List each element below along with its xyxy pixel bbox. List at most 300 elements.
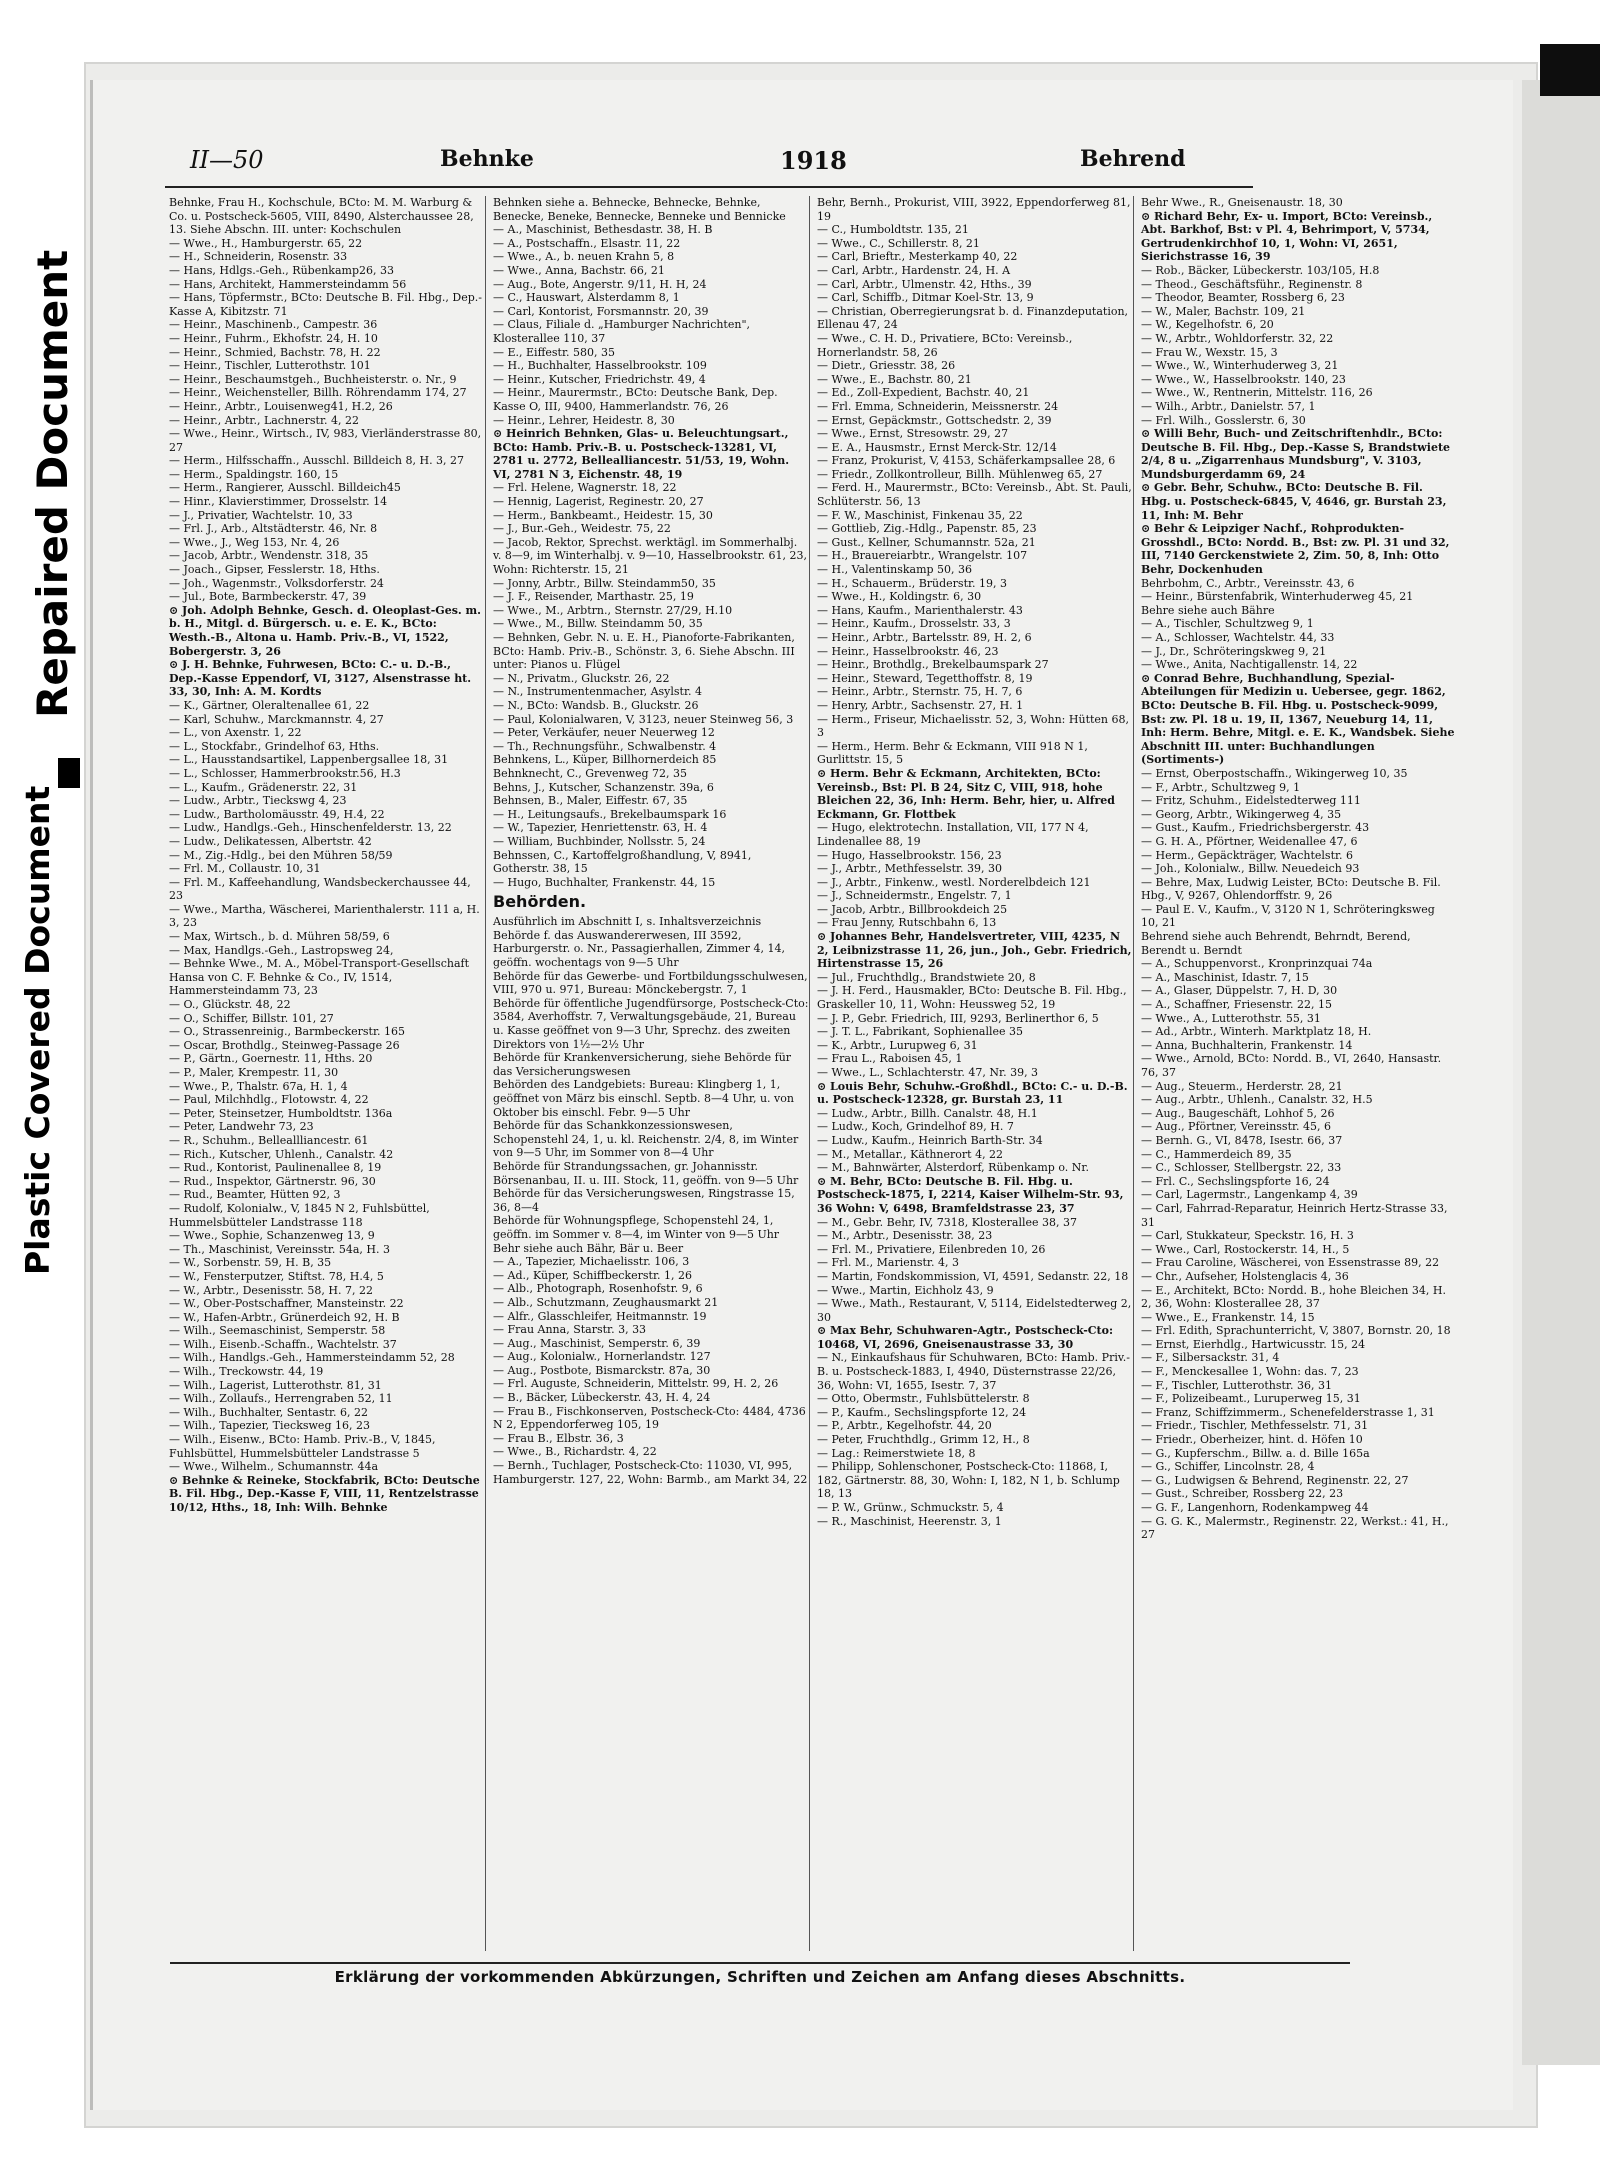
directory-entry: — Behnke Wwe., M. A., Möbel-Transport-Gesellschaft Hansa von C. F. Behnke & Co., IV, 1514, Hammersteindamm 73, 23	[169, 957, 469, 998]
directory-entry: — Alb., Photograph, Rosenhofstr. 9, 6	[493, 1282, 703, 1296]
directory-entry: — Wwe., E., Frankenstr. 14, 15	[1141, 1310, 1315, 1324]
directory-entry: — Claus, Filiale d. „Hamburger Nachrichten", Klosterallee 110, 37	[493, 318, 751, 345]
directory-entry: — Joh., Wagenmstr., Volksdorferstr. 24	[169, 576, 384, 590]
directory-entry: — Wwe., W., Winterhuderweg 3, 21	[1141, 359, 1339, 373]
directory-entry: — O., Strassenreinig., Barmbeckerstr. 165	[169, 1025, 406, 1039]
directory-entry: Behnkens, L., Küper, Billhornerdeich 85	[493, 753, 717, 767]
directory-entry: — Heinr., Arbtr., Louisenweg41, H.2, 26	[169, 399, 393, 413]
directory-entry: — Aug., Steuerm., Herderstr. 28, 21	[1141, 1079, 1343, 1093]
directory-entry: — Aug., Kolonialw., Hornerlandstr. 127	[493, 1350, 711, 1364]
directory-entry: — Heinr., Lehrer, Heidestr. 8, 30	[493, 413, 675, 427]
directory-entry: — Philipp, Sohlenschoner, Postscheck-Cto: 11868, I, 182, Gärtnerstr. 88, 30, Wohn: I, 182, N 1, b. Schlump 18, 13	[817, 1460, 1120, 1501]
directory-entry: — Gottlieb, Zig.-Hdlg., Papenstr. 85, 23	[817, 522, 1037, 536]
directory-entry: — Rud., Kontorist, Paulinenallee 8, 19	[169, 1161, 382, 1175]
directory-entry: — Hennig, Lagerist, Reginestr. 20, 27	[493, 495, 704, 509]
directory-entry: — Carl, Lagermstr., Langenkamp 4, 39	[1141, 1188, 1358, 1202]
directory-entry: — A., Maschinist, Idastr. 7, 15	[1141, 970, 1309, 984]
abbreviations-note: Erklärung der vorkommenden Abkürzungen, Schriften und Zeichen am Anfang dieses Abschnitts.	[334, 1968, 1186, 1986]
directory-entry: — E., Eiffestr. 580, 35	[493, 345, 615, 359]
directory-entry: — M., Zig.-Hdlg., bei den Mühren 58/59	[169, 848, 393, 862]
directory-entry: — Ernst, Eierhdlg., Hartwicusstr. 15, 24	[1141, 1337, 1366, 1351]
directory-entry: ⊙ Behnke & Reineke, Stockfabrik, BCto: Deutsche B. Fil. Hbg., Dep.-Kasse F, VIII, 11, Rentzelstrasse 10/12, Hths., 18, Inh: Wilh. Behnke	[169, 1473, 480, 1514]
directory-entry: — B., Bäcker, Lübeckerstr. 43, H. 4, 24	[493, 1391, 711, 1405]
directory-entry: — Frau Jenny, Rutschbahn 6, 13	[817, 916, 997, 930]
directory-entry: — J., Dr., Schröteringskweg 9, 21	[1141, 644, 1327, 658]
directory-entry: — Ludw., Delikatessen, Albertstr. 42	[169, 834, 372, 848]
directory-entry: — Heinr., Kaufm., Drosselstr. 33, 3	[817, 617, 1011, 631]
directory-entry: — F., Tischler, Lutterothstr. 36, 31	[1141, 1378, 1332, 1392]
directory-entry: — Carl, Stukkateur, Speckstr. 16, H. 3	[1141, 1229, 1354, 1243]
directory-entry: — Wilh., Seemaschinist, Semperstr. 58	[169, 1324, 386, 1338]
directory-entry: — Rud., Beamter, Hütten 92, 3	[169, 1188, 341, 1202]
directory-entry: — Wilh., Handlgs.-Geh., Hammersteindamm 52, 28	[169, 1351, 455, 1365]
directory-entry: — Wilh., Arbtr., Danielstr. 57, 1	[1141, 399, 1316, 413]
directory-entry: — Wwe., J., Weg 153, Nr. 4, 26	[169, 535, 340, 549]
directory-entry: — Wwe., Ernst, Stresowstr. 29, 27	[817, 427, 1009, 441]
directory-entry: — N., Instrumentenmacher, Asylstr. 4	[493, 685, 702, 699]
directory-entry: — N., BCto: Wandsb. B., Gluckstr. 26	[493, 698, 699, 712]
directory-entry: — A., Schlosser, Wachtelstr. 44, 33	[1141, 631, 1335, 644]
directory-entry: — Herm., Rangierer, Ausschl. Billdeich45	[169, 481, 401, 495]
directory-entry: Behörde für Wohnungspflege, Schopenstehl 24, 1, geöffn. im Sommer v. 8—4, im Winter von 9—5 Uhr	[493, 1214, 780, 1241]
directory-entry: — L., Stockfabr., Grindelhof 63, Hths.	[169, 739, 380, 753]
directory-entry: — H., Schauerm., Brüderstr. 19, 3	[817, 576, 1008, 590]
directory-entry: — N., Einkaufshaus für Schuhwaren, BCto: Hamb. Priv.-B. u. Postscheck-1883, I, 4940, Düsternstrasse 22/26, 36, Wohn: VI, 1655, Isestr. 7, 37	[817, 1351, 1130, 1392]
column-2	[489, 196, 813, 1951]
directory-entry: — M., Gebr. Behr, IV, 7318, Klosterallee 38, 37	[817, 1215, 1077, 1229]
directory-entry: — P., Maler, Krempestr. 11, 30	[169, 1066, 339, 1079]
directory-columns	[165, 196, 1455, 1951]
directory-entry: — Wwe., M., Billw. Steindamm 50, 35	[493, 617, 703, 631]
directory-entry: — A., Tischler, Schultzweg 9, 1	[1141, 617, 1314, 631]
directory-entry: — M., Bahnwärter, Alsterdorf, Rübenkamp o. Nr.	[817, 1161, 1089, 1175]
scan-corner-mark	[1540, 44, 1600, 96]
directory-entry: — L., Hausstandsartikel, Lappenbergsallee 18, 31	[169, 753, 449, 767]
directory-entry: — Th., Maschinist, Vereinsstr. 54a, H. 3	[169, 1242, 390, 1256]
directory-entry: — Wwe., Math., Restaurant, V, 5114, Eidelstedterweg 2, 30	[817, 1297, 1132, 1324]
directory-entry: — Herm., Gepäckträger, Wachtelstr. 6	[1141, 848, 1354, 862]
directory-entry: — Wilh., Lagerist, Lutterothstr. 81, 31	[169, 1378, 382, 1392]
directory-entry: — Hans, Hdlgs.-Geh., Rübenkamp26, 33	[169, 263, 394, 277]
directory-entry: — Frl. Helene, Wagnerstr. 18, 22	[493, 481, 677, 495]
directory-entry: — Lag.: Reimerstwiete 18, 8	[817, 1446, 976, 1460]
directory-entry: — Frau W., Wexstr. 15, 3	[1141, 345, 1278, 359]
directory-entry: — A., Postschaffn., Elsastr. 11, 22	[493, 236, 681, 250]
directory-entry: — C., Hammerdeich 89, 35	[1141, 1147, 1292, 1161]
directory-entry: — E., Architekt, BCto: Nordd. B., hohe Bleichen 34, H. 2, 36, Wohn: Klosterallee 28, 37	[1141, 1283, 1446, 1311]
directory-entry: — Friedr., Oberheizer, hint. d. Höfen 10	[1141, 1433, 1363, 1447]
directory-entry: — G., Kupferschm., Billw. a. d. Bille 165a	[1141, 1446, 1370, 1460]
directory-entry: — Theodor, Beamter, Rossberg 6, 23	[1141, 291, 1345, 305]
directory-entry: — Hans, Architekt, Hammersteindamm 56	[169, 277, 407, 291]
directory-entry: — Paul, Kolonialwaren, V, 3123, neuer Steinweg 56, 3	[493, 712, 794, 726]
directory-entry: — Ludw., Arbtr., Tieckswg 4, 23	[169, 794, 347, 808]
directory-entry: — K., Gärtner, Oleraltenallee 61, 22	[169, 698, 370, 712]
directory-entry: ⊙ J. H. Behnke, Fuhrwesen, BCto: C.- u. D.-B., Dep.-Kasse Eppendorf, VI, 3127, Alsenstrasse ht. 33, 30, Inh: A. M. Kordts	[169, 658, 472, 699]
directory-entry: — Carl, Fahrrad-Reparatur, Heinrich Hertz-Strasse 33, 31	[1141, 1201, 1448, 1229]
directory-entry: — Wwe., Arnold, BCto: Nordd. B., VI, 2640, Hansastr. 76, 37	[1141, 1052, 1442, 1079]
directory-entry: — Frl. Emma, Schneiderin, Meissnerstr. 24	[817, 399, 1059, 413]
directory-entry: — A., Glaser, Düppelstr. 7, H. D, 30	[1141, 984, 1338, 998]
column-rule	[809, 196, 810, 1951]
directory-entry: — Wwe., Heinr., Wirtsch., IV, 983, Vierländerstrasse 80, 27	[169, 427, 482, 454]
directory-entry: — Heinr., Fuhrm., Ekhofstr. 24, H. 10	[169, 331, 378, 345]
directory-entry: — Heinr., Brothdlg., Brekelbaumspark 27	[817, 658, 1049, 672]
directory-entry: ⊙ Joh. Adolph Behnke, Gesch. d. Oleoplast-Ges. m. b. H., Mitgl. d. Bürgersch. u. e. E. K., BCto: Westh.-B., Altona u. Hamb. Priv.-B., VI, 1522, Bobergerstr. 3, 26	[169, 603, 482, 658]
directory-entry: ⊙ Behr & Leipziger Nachf., Rohprodukten-Grosshdl., BCto: Nordd. B., Bst: zw. Pl. 31 und 32, III, 7140 Gerckenstwiete 2, Zim. 50, 8, Inh: Otto Behr, Dockenhuden	[1141, 522, 1450, 577]
directory-entry: — Frl. M., Marienstr. 4, 3	[817, 1256, 959, 1270]
directory-entry: — Dietr., Griesstr. 38, 26	[817, 359, 956, 373]
directory-entry: — Wwe., Wilhelm., Schumannstr. 44a	[169, 1460, 379, 1474]
directory-entry: — Aug., Baugeschäft, Lohhof 5, 26	[1141, 1106, 1335, 1120]
directory-entry: — Wwe., A., b. neuen Krahn 5, 8	[493, 250, 675, 264]
directory-entry: — Ludw., Koch, Grindelhof 89, H. 7	[817, 1120, 1014, 1134]
directory-entry: — Wilh., Treckowstr. 44, 19	[169, 1365, 324, 1379]
directory-entry: — Ferd. H., Maurermstr., BCto: Vereinsb., Abt. St. Pauli, Schlüterstr. 56, 13	[817, 481, 1132, 509]
directory-entry: — W., Tapezier, Henriettenstr. 63, H. 4	[493, 821, 708, 835]
header-rule	[165, 186, 1253, 188]
directory-entry: — Frl. M., Kaffeehandlung, Wandsbeckerchaussee 44, 23	[169, 875, 471, 903]
directory-entry: — P., Kaufm., Sechslingspforte 12, 24	[817, 1405, 1027, 1419]
directory-entry: — H., Brauereiarbtr., Wrangelstr. 107	[817, 549, 1028, 563]
directory-entry: Behnsen, B., Maler, Eiffestr. 67, 35	[493, 794, 688, 808]
directory-entry: — G. G. K., Malermstr., Reginenstr. 22, Werkst.: 41, H., 27	[1141, 1514, 1449, 1542]
directory-entry: — Paul, Milchhdlg., Flotowstr. 4, 22	[169, 1093, 369, 1107]
directory-entry: Behnke, Frau H., Kochschule, BCto: M. M. Warburg & Co. u. Postscheck-5605, VIII, 8490, Alsterchaussee 28, 13. Siehe Abschn. III. unter: Kochschulen	[169, 196, 474, 237]
directory-entry: — Wwe., Carl, Rostockerstr. 14, H., 5	[1141, 1242, 1350, 1256]
directory-entry: — W., Arbtr., Desenisstr. 58, H. 7, 22	[169, 1283, 373, 1297]
directory-entry: — Wilh., Eisenw., BCto: Hamb. Priv.-B., V, 1845, Fuhlsbüttel, Hummelsbütteler Landstrasse 5	[169, 1433, 436, 1460]
directory-entry: — H., Valentinskamp 50, 36	[817, 563, 973, 577]
directory-entry: ⊙ Willi Behr, Buch- und Zeitschriftenhdlr., BCto: Deutsche B. Fil. Hbg., Dep.-Kasse S, Brandstwiete 2/4, 8 u. „Zigarrenhaus Mundsburg", V. 3103, Mundsburgerdamm 69, 24	[1141, 427, 1451, 481]
directory-entry: — Heinr., Hasselbrookstr. 46, 23	[817, 644, 999, 658]
directory-entry: — Wwe., L., Schlachterstr. 47, Nr. 39, 3	[817, 1066, 1039, 1079]
directory-entry: — Hugo, Buchhalter, Frankenstr. 44, 15	[493, 875, 716, 889]
directory-entry: — Wwe., Martha, Wäscherei, Marienthalerstr. 111 a, H. 3, 23	[169, 902, 480, 930]
directory-entry: — P., Gärtn., Goernestr. 11, Hths. 20	[169, 1052, 373, 1066]
directory-entry: Ausführlich im Abschnitt I, s. Inhaltsverzeichnis	[493, 915, 762, 929]
adjacent-page-edge	[1522, 80, 1600, 2065]
directory-entry: — Behre, Max, Ludwig Leister, BCto: Deutsche B. Fil. Hbg., V, 9267, Ohlendorffstr. 9, 26	[1141, 875, 1441, 903]
directory-entry: — Max, Wirtsch., b. d. Mühren 58/59, 6	[169, 930, 390, 944]
directory-entry: — Wwe., Anna, Bachstr. 66, 21	[493, 263, 665, 277]
directory-entry: — F., Polizeibeamt., Luruperweg 15, 31	[1141, 1392, 1361, 1406]
directory-entry: — Herm., Bankbeamt., Heidestr. 15, 30	[493, 508, 713, 522]
directory-entry: Behörde für das Versicherungswesen, Ringstrasse 15, 36, 8—4	[493, 1187, 795, 1214]
right-guide-word: Behrend	[1080, 146, 1186, 172]
directory-entry: — Wwe., W., Hasselbrookstr. 140, 23	[1141, 372, 1346, 386]
directory-entry: — J. F., Reisender, Marthastr. 25, 19	[493, 590, 694, 604]
edition-year: 1918	[780, 146, 847, 175]
directory-entry: — Ernst, Oberpostschaffn., Wikingerweg 10, 35	[1141, 766, 1408, 780]
directory-entry: — Wwe., Anita, Nachtigallenstr. 14, 22	[1141, 658, 1358, 672]
directory-entry: — Ludw., Arbtr., Billh. Canalstr. 48, H.1	[817, 1106, 1038, 1120]
directory-entry: — Wwe., Sophie, Schanzenweg 13, 9	[169, 1229, 375, 1243]
directory-entry: — C., Humboldtstr. 135, 21	[817, 223, 969, 237]
directory-entry: Behörden des Landgebiets: Bureau: Klingberg 1, 1, geöffnet von März bis einschl. Septb. 8—4 Uhr, u. von Oktober bis einschl. Febr. 9—5 Uhr	[493, 1078, 794, 1119]
directory-entry: — Wilh., Buchhalter, Sentastr. 6, 22	[169, 1405, 368, 1419]
directory-entry: — Hans, Kaufm., Marienthalerstr. 43	[817, 603, 1023, 617]
directory-entry: — K., Arbtr., Lurupweg 6, 31	[817, 1038, 978, 1052]
directory-entry: — J. H. Ferd., Hausmakler, BCto: Deutsche B. Fil. Hbg., Graskeller 10, 11, Wohn: Heussweg 52, 19	[817, 984, 1127, 1012]
directory-entry: — O., Glückstr. 48, 22	[169, 998, 291, 1012]
directory-entry: — Bernh. G., VI, 8478, Isestr. 66, 37	[1141, 1133, 1343, 1147]
directory-entry: — Aug., Arbtr., Uhlenh., Canalstr. 32, H.5	[1141, 1093, 1373, 1107]
directory-entry: — F., Silbersackstr. 31, 4	[1141, 1351, 1280, 1365]
column-rule	[485, 196, 486, 1951]
directory-entry: — Ernst, Gepäckmstr., Gottschedstr. 2, 39	[817, 413, 1052, 427]
directory-entry: — Peter, Steinsetzer, Humboldtstr. 136a	[169, 1106, 393, 1120]
directory-entry: — J. T. L., Fabrikant, Sophienallee 35	[817, 1025, 1024, 1039]
directory-entry: — Wwe., B., Richardstr. 4, 22	[493, 1445, 657, 1459]
directory-entry: ⊙ Heinrich Behnken, Glas- u. Beleuchtungsart., BCto: Hamb. Priv.-B. u. Postscheck-13281, VI, 2781 u. 2772, Bellealliancestr. 51/53, 19, Wohn. VI, 2781 N 3, Eichenstr. 48, 19	[493, 427, 790, 481]
directory-entry: — Georg, Arbtr., Wikingerweg 4, 35	[1141, 807, 1342, 821]
directory-entry: — W., Arbtr., Wohldorferstr. 32, 22	[1141, 331, 1334, 345]
directory-entry: — Frl. J., Arb., Altstädterstr. 46, Nr. 8	[169, 522, 378, 536]
directory-entry: — Ludw., Kaufm., Heinrich Barth-Str. 34	[817, 1133, 1043, 1147]
directory-entry: — Th., Rechnungsführ., Schwalbenstr. 4	[493, 739, 717, 753]
footer-rule	[170, 1962, 1350, 1964]
directory-entry: — Franz, Schiffzimmerm., Schenefelderstrasse 1, 31	[1141, 1405, 1435, 1419]
directory-entry: — A., Schuppenvorst., Kronprinzquai 74a	[1141, 957, 1373, 971]
directory-entry: — Jul., Bote, Barmbeckerstr. 47, 39	[169, 590, 367, 604]
directory-entry: — Max, Handlgs.-Geh., Lastropsweg 24,	[169, 943, 394, 957]
directory-entry: — Frl. M., Privatiere, Eilenbreden 10, 26	[817, 1242, 1046, 1256]
column-rule	[1133, 196, 1134, 1951]
directory-entry: — Wwe., E., Bachstr. 80, 21	[817, 372, 972, 386]
directory-entry: — P. W., Grünw., Schmuckstr. 5, 4	[817, 1501, 1004, 1514]
directory-entry: — Frau B., Fischkonserven, Postscheck-Cto: 4484, 4736 N 2, Eppendorferweg 105, 19	[493, 1404, 806, 1432]
directory-entry: — Aug., Bote, Angerstr. 9/11, H. H, 24	[493, 277, 707, 291]
directory-entry: — W., Maler, Bachstr. 109, 21	[1141, 304, 1306, 318]
directory-entry: ⊙ Louis Behr, Schuhw.-Großhdl., BCto: C.- u. D.-B. u. Postscheck-12328, gr. Burstah 23, 11	[817, 1079, 1128, 1107]
directory-entry: — M., Arbtr., Desenisstr. 38, 23	[817, 1229, 993, 1243]
directory-entry: — Ludw., Handlgs.-Geh., Hinschenfelderstr. 13, 22	[169, 821, 452, 835]
directory-entry: — P., Arbtr., Kegelhofstr. 44, 20	[817, 1419, 992, 1433]
directory-entry: — Frl. M., Collaustr. 10, 31	[169, 862, 321, 876]
directory-entry: — R., Schuhm., Belleallliancestr. 61	[169, 1133, 369, 1147]
column-3	[813, 196, 1137, 1951]
directory-entry: Behns, J., Kutscher, Schanzenstr. 39a, 6	[493, 780, 714, 794]
directory-entry: — J., Arbtr., Finkenw., westl. Norderelbdeich 121	[817, 875, 1091, 889]
directory-entry: — Hans, Töpfermstr., BCto: Deutsche B. Fil. Hbg., Dep.-Kasse A, Kibitzstr. 71	[169, 291, 482, 318]
directory-entry: — Frl. Wilh., Gosslerstr. 6, 30	[1141, 413, 1306, 427]
directory-entry: — Heinr., Arbtr., Sternstr. 75, H. 7, 6	[817, 685, 1023, 699]
directory-entry: — Heinr., Beschaumstgeh., Buchheisterstr. o. Nr., 9	[169, 372, 457, 386]
directory-entry: — Peter, Landwehr 73, 23	[169, 1120, 314, 1134]
page-number: II—50	[190, 146, 264, 174]
directory-entry: — Heinr., Arbtr., Bartelsstr. 89, H. 2, 6	[817, 631, 1032, 644]
directory-entry: — Hinr., Klavierstimmer, Drosselstr. 14	[169, 495, 388, 509]
directory-entry: — J., Privatier, Wachtelstr. 10, 33	[169, 508, 353, 522]
directory-entry: — Heinr., Tischler, Lutterothstr. 101	[169, 359, 371, 373]
directory-entry: Behr Wwe., R., Gneisenaustr. 18, 30	[1141, 196, 1343, 209]
directory-entry: — Jacob, Arbtr., Wendenstr. 318, 35	[169, 549, 369, 563]
directory-entry: — Alfr., Glasschleifer, Heitmannstr. 19	[493, 1309, 707, 1323]
directory-entry: — Joach., Gipser, Fesslerstr. 18, Hths.	[169, 563, 380, 577]
directory-entry: — Anna, Buchhalterin, Frankenstr. 14	[1141, 1038, 1353, 1052]
directory-entry: — Friedr., Zollkontrolleur, Billh. Mühlenweg 65, 27	[817, 467, 1103, 481]
directory-entry: — Rob., Bäcker, Lübeckerstr. 103/105, H.8	[1141, 263, 1380, 277]
directory-entry: — W., Fensterputzer, Stiftst. 78, H.4, 5	[169, 1269, 384, 1283]
directory-entry: — Ludw., Bartholomäusstr. 49, H.4, 22	[169, 807, 385, 821]
directory-entry: — W., Hafen-Arbtr., Grünerdeich 92, H. B	[169, 1310, 400, 1324]
directory-entry: — Behnken, Gebr. N. u. E. H., Pianoforte-Fabrikanten, BCto: Hamb. Priv.-B., Schönstr. 3, 6. Siehe Abschn. III unter: Pianos u. Flügel	[493, 631, 795, 672]
directory-entry: ⊙ Herm. Behr & Eckmann, Architekten, BCto: Vereinsb., Bst: Pl. B 24, Sitz C, VIII, 918, hohe Bleichen 22, 36, Inh: Herm. Behr, hier, u. Alfred Eckmann, Gr. Flottbek	[817, 766, 1115, 821]
directory-entry: — L., Kaufm., Grädenerstr. 22, 31	[169, 780, 358, 794]
directory-entry: — H., Schneiderin, Rosenstr. 33	[169, 250, 348, 264]
directory-entry: — J., Bur.-Geh., Weidestr. 75, 22	[493, 522, 671, 536]
directory-entry: Behörde für das Schankkonzessionswesen, Schopenstehl 24, 1, u. kl. Reichenstr. 2/4, 8, im Winter von 9—5 Uhr, im Sommer von 8—4 Uhr	[493, 1119, 799, 1160]
directory-entry: — L., von Axenstr. 1, 22	[169, 726, 302, 740]
directory-entry: Behörde für Strandungssachen, gr. Johannisstr. Börsenanbau, II. u. III. Stock, 11, geöffn. von 9—5 Uhr	[493, 1159, 799, 1187]
directory-entry: — Wwe., A., Lutterothstr. 55, 31	[1141, 1011, 1321, 1025]
directory-entry: ⊙ M. Behr, BCto: Deutsche B. Fil. Hbg. u. Postscheck-1875, I, 2214, Kaiser Wilhelm-Str. 93, 36 Wohn: V, 6498, Bramfeldstrasse 23, 37	[817, 1174, 1124, 1215]
directory-entry: — Fritz, Schuhm., Eidelstedterweg 111	[1141, 794, 1361, 808]
directory-entry: — J. P., Gebr. Friedrich, III, 9293, Berlinerthor 6, 5	[817, 1011, 1099, 1025]
directory-entry: — Herm., Friseur, Michaelisstr. 52, 3, Wohn: Hütten 68, 3	[817, 712, 1129, 740]
directory-entry: — Otto, Obermstr., Fuhlsbüttelerstr. 8	[817, 1392, 1030, 1406]
directory-entry: — R., Maschinist, Heerenstr. 3, 1	[817, 1514, 1002, 1528]
directory-entry: — Carl, Kontorist, Forsmannstr. 20, 39	[493, 304, 709, 318]
directory-entry: — William, Buchbinder, Nollsstr. 5, 24	[493, 834, 706, 848]
directory-entry: — Wwe., H., Hamburgerstr. 65, 22	[169, 236, 363, 250]
directory-entry: — Heinr., Bürstenfabrik, Winterhuderweg 45, 21	[1141, 590, 1414, 604]
directory-entry: — G., Schiffer, Lincolnstr. 28, 4	[1141, 1460, 1315, 1474]
directory-entry: — F., Menckesallee 1, Wohn: das. 7, 23	[1141, 1365, 1359, 1379]
directory-entry: — Jonny, Arbtr., Billw. Steindamm50, 35	[493, 576, 716, 590]
directory-entry: — Carl, Arbtr., Ulmenstr. 42, Hths., 39	[817, 277, 1032, 291]
directory-entry: — Hugo, Hasselbrookstr. 156, 23	[817, 848, 1002, 862]
directory-entry: — Wilh., Eisenb.-Schaffn., Wachtelstr. 37	[169, 1337, 397, 1351]
directory-entry: — Franz, Prokurist, V, 4153, Schäferkampsallee 28, 6	[817, 454, 1116, 468]
directory-entry: Behörde f. das Auswandererwesen, III 3592, Harburgerstr. o. Nr., Passagierhallen, Zimmer 4, 14, geöffn. wochentags von 9—5 Uhr	[493, 928, 785, 970]
directory-entry: — Bernh., Tuchlager, Postscheck-Cto: 11030, VI, 995, Hamburgerstr. 127, 22, Wohn: Barmb., am Markt 34, 22	[493, 1459, 808, 1486]
directory-entry: — Gust., Schreiber, Rossberg 22, 23	[1141, 1487, 1344, 1501]
directory-entry: — Wwe., M., Arbtrn., Sternstr. 27/29, H.10	[493, 603, 733, 617]
directory-entry: — Wwe., C., Schillerstr. 8, 21	[817, 236, 980, 250]
directory-entry: — Aug., Pförtner, Vereinsstr. 45, 6	[1141, 1120, 1332, 1134]
directory-entry: — Peter, Verkäufer, neuer Neuerweg 12	[493, 726, 715, 740]
repaired-document-stamp: Repaired Document	[28, 249, 77, 718]
directory-entry: — Jacob, Rektor, Sprechst. werktägl. im Sommerhalbj. v. 8—9, im Winterhalbj. v. 9—10, Hasselbrookstr. 61, 23, Wohn: Richterstr. 15, 21	[493, 535, 808, 577]
directory-entry: — Joh., Kolonialw., Billw. Neuedeich 93	[1141, 862, 1360, 876]
directory-entry: — F. W., Maschinist, Finkenau 35, 22	[817, 508, 1023, 522]
directory-entry: ⊙ Gebr. Behr, Schuhw., BCto: Deutsche B. Fil. Hbg. u. Postscheck-6845, V, 4646, gr. Burstah 23, 11, Inh: M. Behr	[1141, 481, 1447, 522]
directory-entry: — J., Schneidermstr., Engelstr. 7, 1	[817, 889, 1012, 903]
column-4	[1137, 196, 1459, 1951]
directory-entry: — Wwe., Martin, Eichholz 43, 9	[817, 1283, 994, 1297]
directory-entry: Behr siehe auch Bähr, Bär u. Beer	[493, 1241, 684, 1255]
directory-entry: — Heinr., Maurermstr., BCto: Deutsche Bank, Dep. Kasse O, III, 9400, Hammerlandstr. 76, 26	[493, 386, 778, 413]
directory-entry: — Frl. Edith, Sprachunterricht, V, 3807, Bornstr. 20, 18	[1141, 1324, 1451, 1338]
directory-entry: Behrbohm, C., Arbtr., Vereinsstr. 43, 6	[1141, 576, 1355, 590]
directory-entry: Behnken siehe a. Behnecke, Behnecke, Behnke, Benecke, Beneke, Bennecke, Benneke und Bennicke	[493, 196, 786, 223]
column-1	[165, 196, 489, 1951]
directory-entry: — G., Ludwigsen & Behrend, Reginenstr. 22, 27	[1141, 1473, 1409, 1487]
directory-entry: — Heinr., Schmied, Bachstr. 78, H. 22	[169, 345, 381, 359]
directory-entry: — W., Sorbenstr. 59, H. B, 35	[169, 1256, 332, 1270]
directory-entry: Behrend siehe auch Behrendt, Behrndt, Berend, Berendt u. Berndt	[1141, 930, 1411, 957]
directory-entry: — Wilh., Zollaufs., Herrengraben 52, 11	[169, 1392, 393, 1406]
directory-entry: ⊙ Max Behr, Schuhwaren-Agtr., Postscheck-Cto: 10468, VI, 2696, Gneisenaustrasse 33, 30	[817, 1324, 1114, 1351]
directory-entry: — Heinr., Maschinenb., Campestr. 36	[169, 318, 378, 332]
directory-entry: — Frl. C., Sechslingspforte 16, 24	[1141, 1174, 1330, 1188]
directory-entry: — Jul., Fruchthdlg., Brandstwiete 20, 8	[817, 970, 1036, 984]
directory-entry: — Herm., Spaldingstr. 160, 15	[169, 467, 339, 481]
directory-entry: — G. F., Langenhorn, Rodenkampweg 44	[1141, 1501, 1369, 1514]
directory-entry: — L., Schlosser, Hammerbrookstr.56, H.3	[169, 766, 401, 780]
directory-entry: — Aug., Postbote, Bismarckstr. 87a, 30	[493, 1363, 711, 1377]
directory-entry: — Gust., Kellner, Schumannstr. 52a, 21	[817, 535, 1036, 549]
directory-entry: ⊙ Johannes Behr, Handelsvertreter, VIII, 4235, N 2, Leibnizstrasse 11, 26, jun., Joh., Gebr. Friedrich, Hirtenstrasse 15, 26	[817, 930, 1132, 971]
directory-entry: — G. H. A., Pförtner, Weidenallee 47, 6	[1141, 834, 1358, 848]
directory-entry: — Wwe., P., Thalstr. 67a, H. 1, 4	[169, 1079, 348, 1093]
directory-entry: — Carl, Brieftr., Mesterkamp 40, 22	[817, 250, 1018, 264]
directory-entry: — Theod., Geschäftsführ., Reginenstr. 8	[1141, 277, 1363, 291]
directory-entry: — Ad., Arbtr., Winterh. Marktplatz 18, H.	[1141, 1025, 1372, 1039]
directory-entry: — A., Maschinist, Bethesdastr. 38, H. B	[493, 223, 713, 237]
directory-entry: — Karl, Schuhw., Marckmannstr. 4, 27	[169, 712, 384, 726]
directory-entry: — Rud., Inspektor, Gärtnerstr. 96, 30	[169, 1174, 376, 1188]
directory-entry: — F., Arbtr., Schultzweg 9, 1	[1141, 780, 1301, 794]
directory-entry: — Wwe., W., Rentnerin, Mittelstr. 116, 26	[1141, 386, 1373, 400]
directory-entry: — Frl. Auguste, Schneiderin, Mittelstr. 99, H. 2, 26	[493, 1377, 779, 1391]
directory-entry: — Wilh., Tapezier, Tiecksweg 16, 23	[169, 1419, 370, 1433]
directory-entry: — N., Privatm., Gluckstr. 26, 22	[493, 671, 670, 685]
directory-entry: — Oscar, Brothdlg., Steinweg-Passage 26	[169, 1038, 400, 1052]
directory-entry: — M., Metallar., Käthnerort 4, 22	[817, 1147, 1004, 1161]
directory-entry: — Wwe., C. H. D., Privatiere, BCto: Vereinsb., Hornerlandstr. 58, 26	[817, 331, 1073, 359]
directory-entry: — Paul E. V., Kaufm., V, 3120 N 1, Schröteringksweg 10, 21	[1141, 902, 1435, 930]
plastic-covered-stamp: Plastic Covered Document	[18, 785, 57, 1275]
directory-entry: Behnknecht, C., Grevenweg 72, 35	[493, 766, 688, 780]
directory-entry: — Martin, Fondskommission, VI, 4591, Sedanstr. 22, 18	[817, 1269, 1129, 1283]
left-guide-word: Behnke	[440, 146, 534, 172]
directory-entry: — Frau Caroline, Wäscherei, von Essenstrasse 89, 22	[1141, 1256, 1440, 1270]
directory-entry: — A., Tapezier, Michaelisstr. 106, 3	[493, 1255, 690, 1269]
directory-entry: — Heinr., Weichensteller, Billh. Röhrendamm 174, 27	[169, 386, 467, 400]
directory-entry: Behnssen, C., Kartoffelgroßhandlung, V, 8941, Gotherstr. 38, 15	[493, 848, 752, 876]
directory-entry: — Jacob, Arbtr., Billbrookdeich 25	[817, 902, 1008, 916]
directory-entry: — Friedr., Tischler, Methfesselstr. 71, 31	[1141, 1419, 1369, 1433]
directory-entry: — Gust., Kaufm., Friedrichsbergerstr. 43	[1141, 821, 1370, 835]
page-header	[100, 146, 1186, 186]
directory-entry: — H., Buchhalter, Hasselbrookstr. 109	[493, 359, 707, 373]
directory-entry: — Heinr., Arbtr., Lachnerstr. 4, 22	[169, 413, 360, 427]
directory-entry: — Heinr., Kutscher, Friedrichstr. 49, 4	[493, 372, 706, 386]
directory-entry: — Frau L., Raboisen 45, 1	[817, 1052, 963, 1066]
directory-entry: — Frau B., Elbstr. 36, 3	[493, 1431, 624, 1445]
directory-entry: — J., Arbtr., Methfesselstr. 39, 30	[817, 862, 1003, 876]
stamp-divider	[58, 758, 80, 788]
directory-entry: — Christian, Oberregierungsrat b. d. Finanzdeputation, Ellenau 47, 24	[817, 304, 1129, 332]
directory-entry: — Hugo, elektrotechn. Installation, VII, 177 N 4, Lindenallee 88, 19	[817, 821, 1089, 848]
directory-entry: — Frau Anna, Starstr. 3, 33	[493, 1323, 647, 1337]
directory-entry: — C., Schlosser, Stellbergstr. 22, 33	[1141, 1161, 1342, 1175]
directory-entry: — O., Schiffer, Billstr. 101, 27	[169, 1011, 334, 1025]
directory-entry: ⊙ Conrad Behre, Buchhandlung, Spezial-Abteilungen für Medizin u. Uebersee, gegr. 1862, BCto: Deutsche B. Fil. Hbg. u. Postscheck-9099, Bst: zw. Pl. 18 u. 19, II, 1367, Neueburg 14, 11, Inh: Herm. Behre, Mitgl. e. E. K., Wandsbek. Siehe Abschnitt III. unter: Buchhandlungen (Sortiments-)	[1141, 671, 1455, 767]
directory-entry: — Rich., Kutscher, Uhlenh., Canalstr. 42	[169, 1147, 394, 1161]
directory-entry: — Ed., Zoll-Expedient, Bachstr. 40, 21	[817, 386, 1030, 400]
directory-entry: — Henry, Arbtr., Sachsenstr. 27, H. 1	[817, 698, 1024, 712]
directory-entry: — Herm., Hilfsschaffn., Ausschl. Billdeich 8, H. 3, 27	[169, 454, 465, 468]
directory-entry: — A., Schaffner, Friesenstr. 22, 15	[1141, 998, 1332, 1012]
directory-entry: Behörde für Krankenversicherung, siehe Behörde für das Versicherungswesen	[493, 1051, 792, 1078]
directory-entry: — H., Leitungsaufs., Brekelbaumspark 16	[493, 807, 727, 821]
directory-entry: — Carl, Arbtr., Hardenstr. 24, H. A	[817, 263, 1011, 277]
directory-entry: — Heinr., Steward, Tegetthoffstr. 8, 19	[817, 671, 1033, 685]
